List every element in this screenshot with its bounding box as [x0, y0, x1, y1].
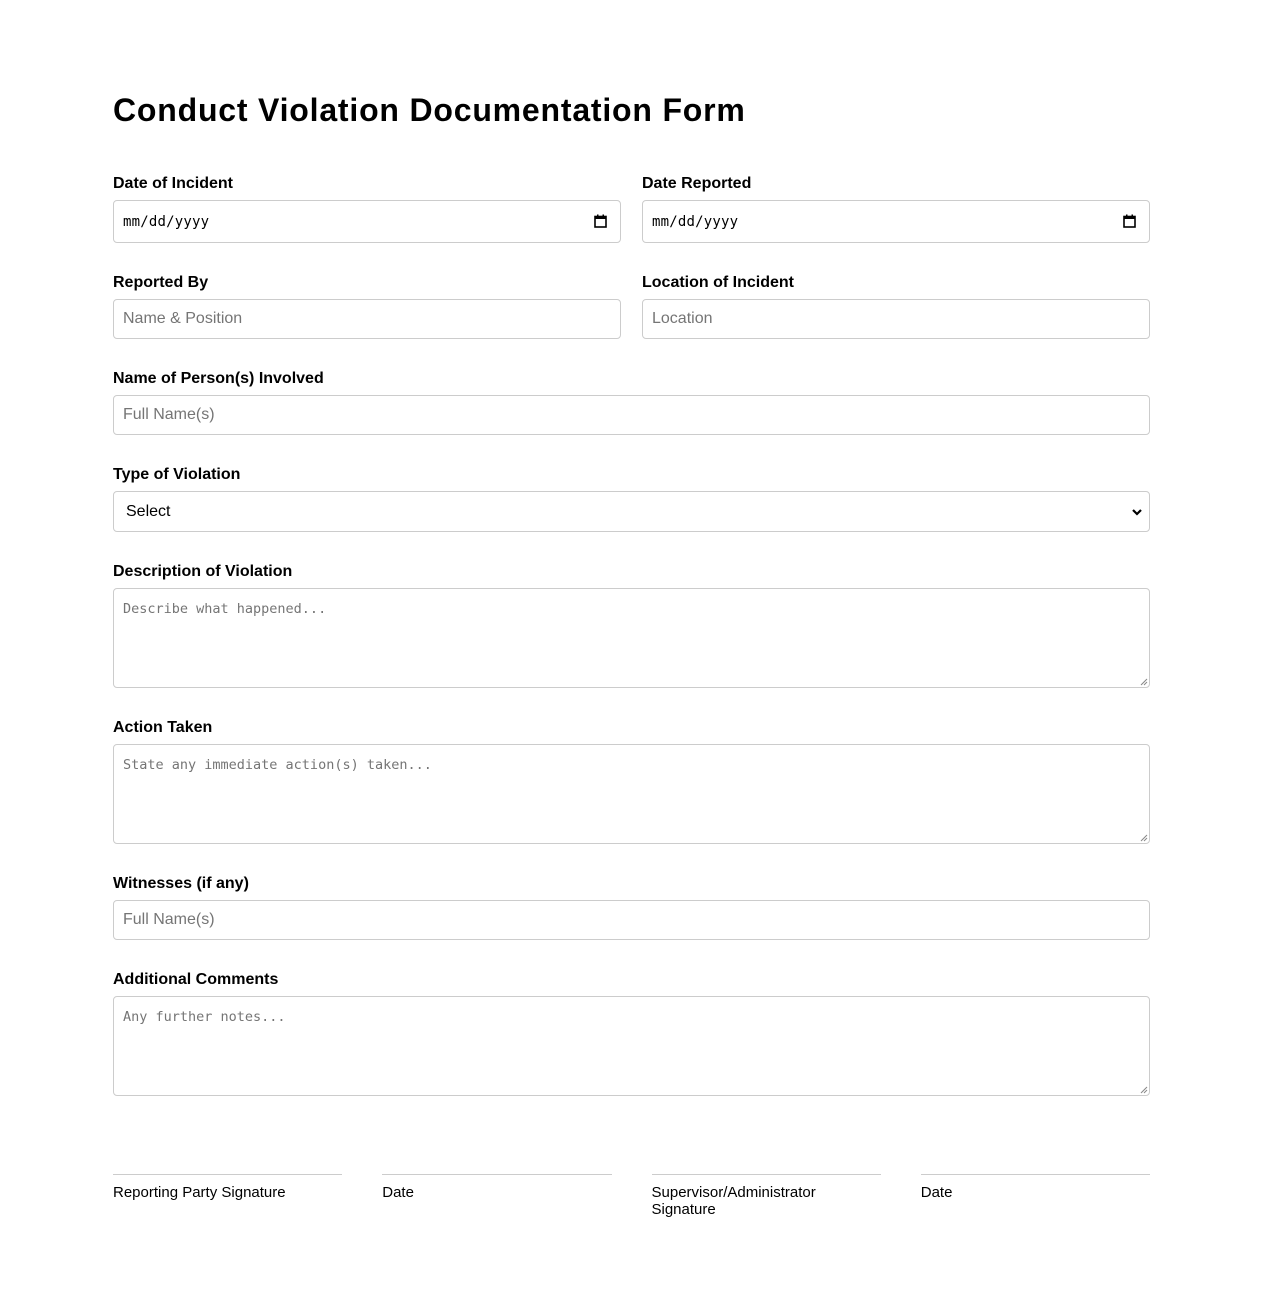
signature-reporting-party: Reporting Party Signature	[113, 1174, 342, 1218]
action-taken-field	[113, 718, 1150, 844]
date-of-incident-value: mm/dd/yyyy	[123, 213, 210, 230]
location-input[interactable]	[642, 299, 1150, 339]
date-reported-label: Date Reported	[642, 175, 752, 192]
reported-by-input[interactable]	[113, 299, 621, 339]
violation-type-field	[113, 465, 1150, 532]
location-field	[642, 273, 1150, 339]
form-container	[113, 0, 1150, 1218]
comments-textarea[interactable]	[113, 996, 1150, 1096]
comments-field	[113, 970, 1150, 1096]
date-reported-value: mm/dd/yyyy	[652, 213, 739, 230]
persons-involved-input[interactable]	[113, 395, 1150, 435]
reported-by-label: Reported By	[113, 274, 209, 291]
witnesses-field	[113, 874, 1150, 940]
action-taken-label: Action Taken	[113, 719, 213, 736]
location-label: Location of Incident	[642, 274, 794, 291]
persons-involved-label: Name of Person(s) Involved	[113, 370, 324, 387]
date-reported-field	[642, 174, 1150, 243]
description-field	[113, 562, 1150, 688]
resize-grip-icon[interactable]	[1139, 677, 1148, 686]
reporter-location-row	[113, 273, 1150, 339]
date-of-incident-field	[113, 174, 621, 243]
resize-grip-icon[interactable]	[1139, 833, 1148, 842]
witnesses-placeholder: Full Name(s)	[123, 911, 215, 928]
signature-date-reporting: Date	[382, 1174, 611, 1218]
reported-by-placeholder: Name & Position	[123, 310, 243, 327]
witnesses-input[interactable]	[113, 900, 1150, 940]
date-reported-input[interactable]	[642, 200, 1150, 243]
action-taken-textarea[interactable]	[113, 744, 1150, 844]
violation-type-label: Type of Violation	[113, 466, 241, 483]
description-placeholder: Describe what happened...	[123, 601, 327, 617]
dates-row	[113, 174, 1150, 243]
location-placeholder: Location	[652, 310, 713, 327]
signature-date-supervisor: Date	[921, 1174, 1150, 1218]
comments-placeholder: Any further notes...	[123, 1009, 286, 1025]
calendar-icon[interactable]	[1123, 214, 1136, 228]
page-title: Conduct Violation Documentation Form	[113, 92, 746, 128]
reported-by-field	[113, 273, 621, 339]
persons-involved-field	[113, 369, 1150, 435]
persons-involved-placeholder: Full Name(s)	[123, 406, 215, 423]
chevron-down-icon	[1131, 507, 1143, 517]
resize-grip-icon[interactable]	[1139, 1085, 1148, 1094]
action-taken-placeholder: State any immediate action(s) taken...	[123, 757, 432, 773]
violation-type-select[interactable]	[113, 491, 1150, 532]
date-of-incident-input[interactable]	[113, 200, 621, 243]
description-textarea[interactable]	[113, 588, 1150, 688]
calendar-icon[interactable]	[594, 214, 607, 228]
date-of-incident-label: Date of Incident	[113, 175, 234, 192]
signature-row	[113, 1174, 1150, 1218]
witnesses-label: Witnesses (if any)	[113, 875, 249, 892]
violation-type-selected: Select	[126, 502, 171, 520]
description-label: Description of Violation	[113, 563, 293, 580]
comments-label: Additional Comments	[113, 971, 279, 988]
signature-supervisor: Supervisor/Administrator Signature	[652, 1174, 881, 1218]
